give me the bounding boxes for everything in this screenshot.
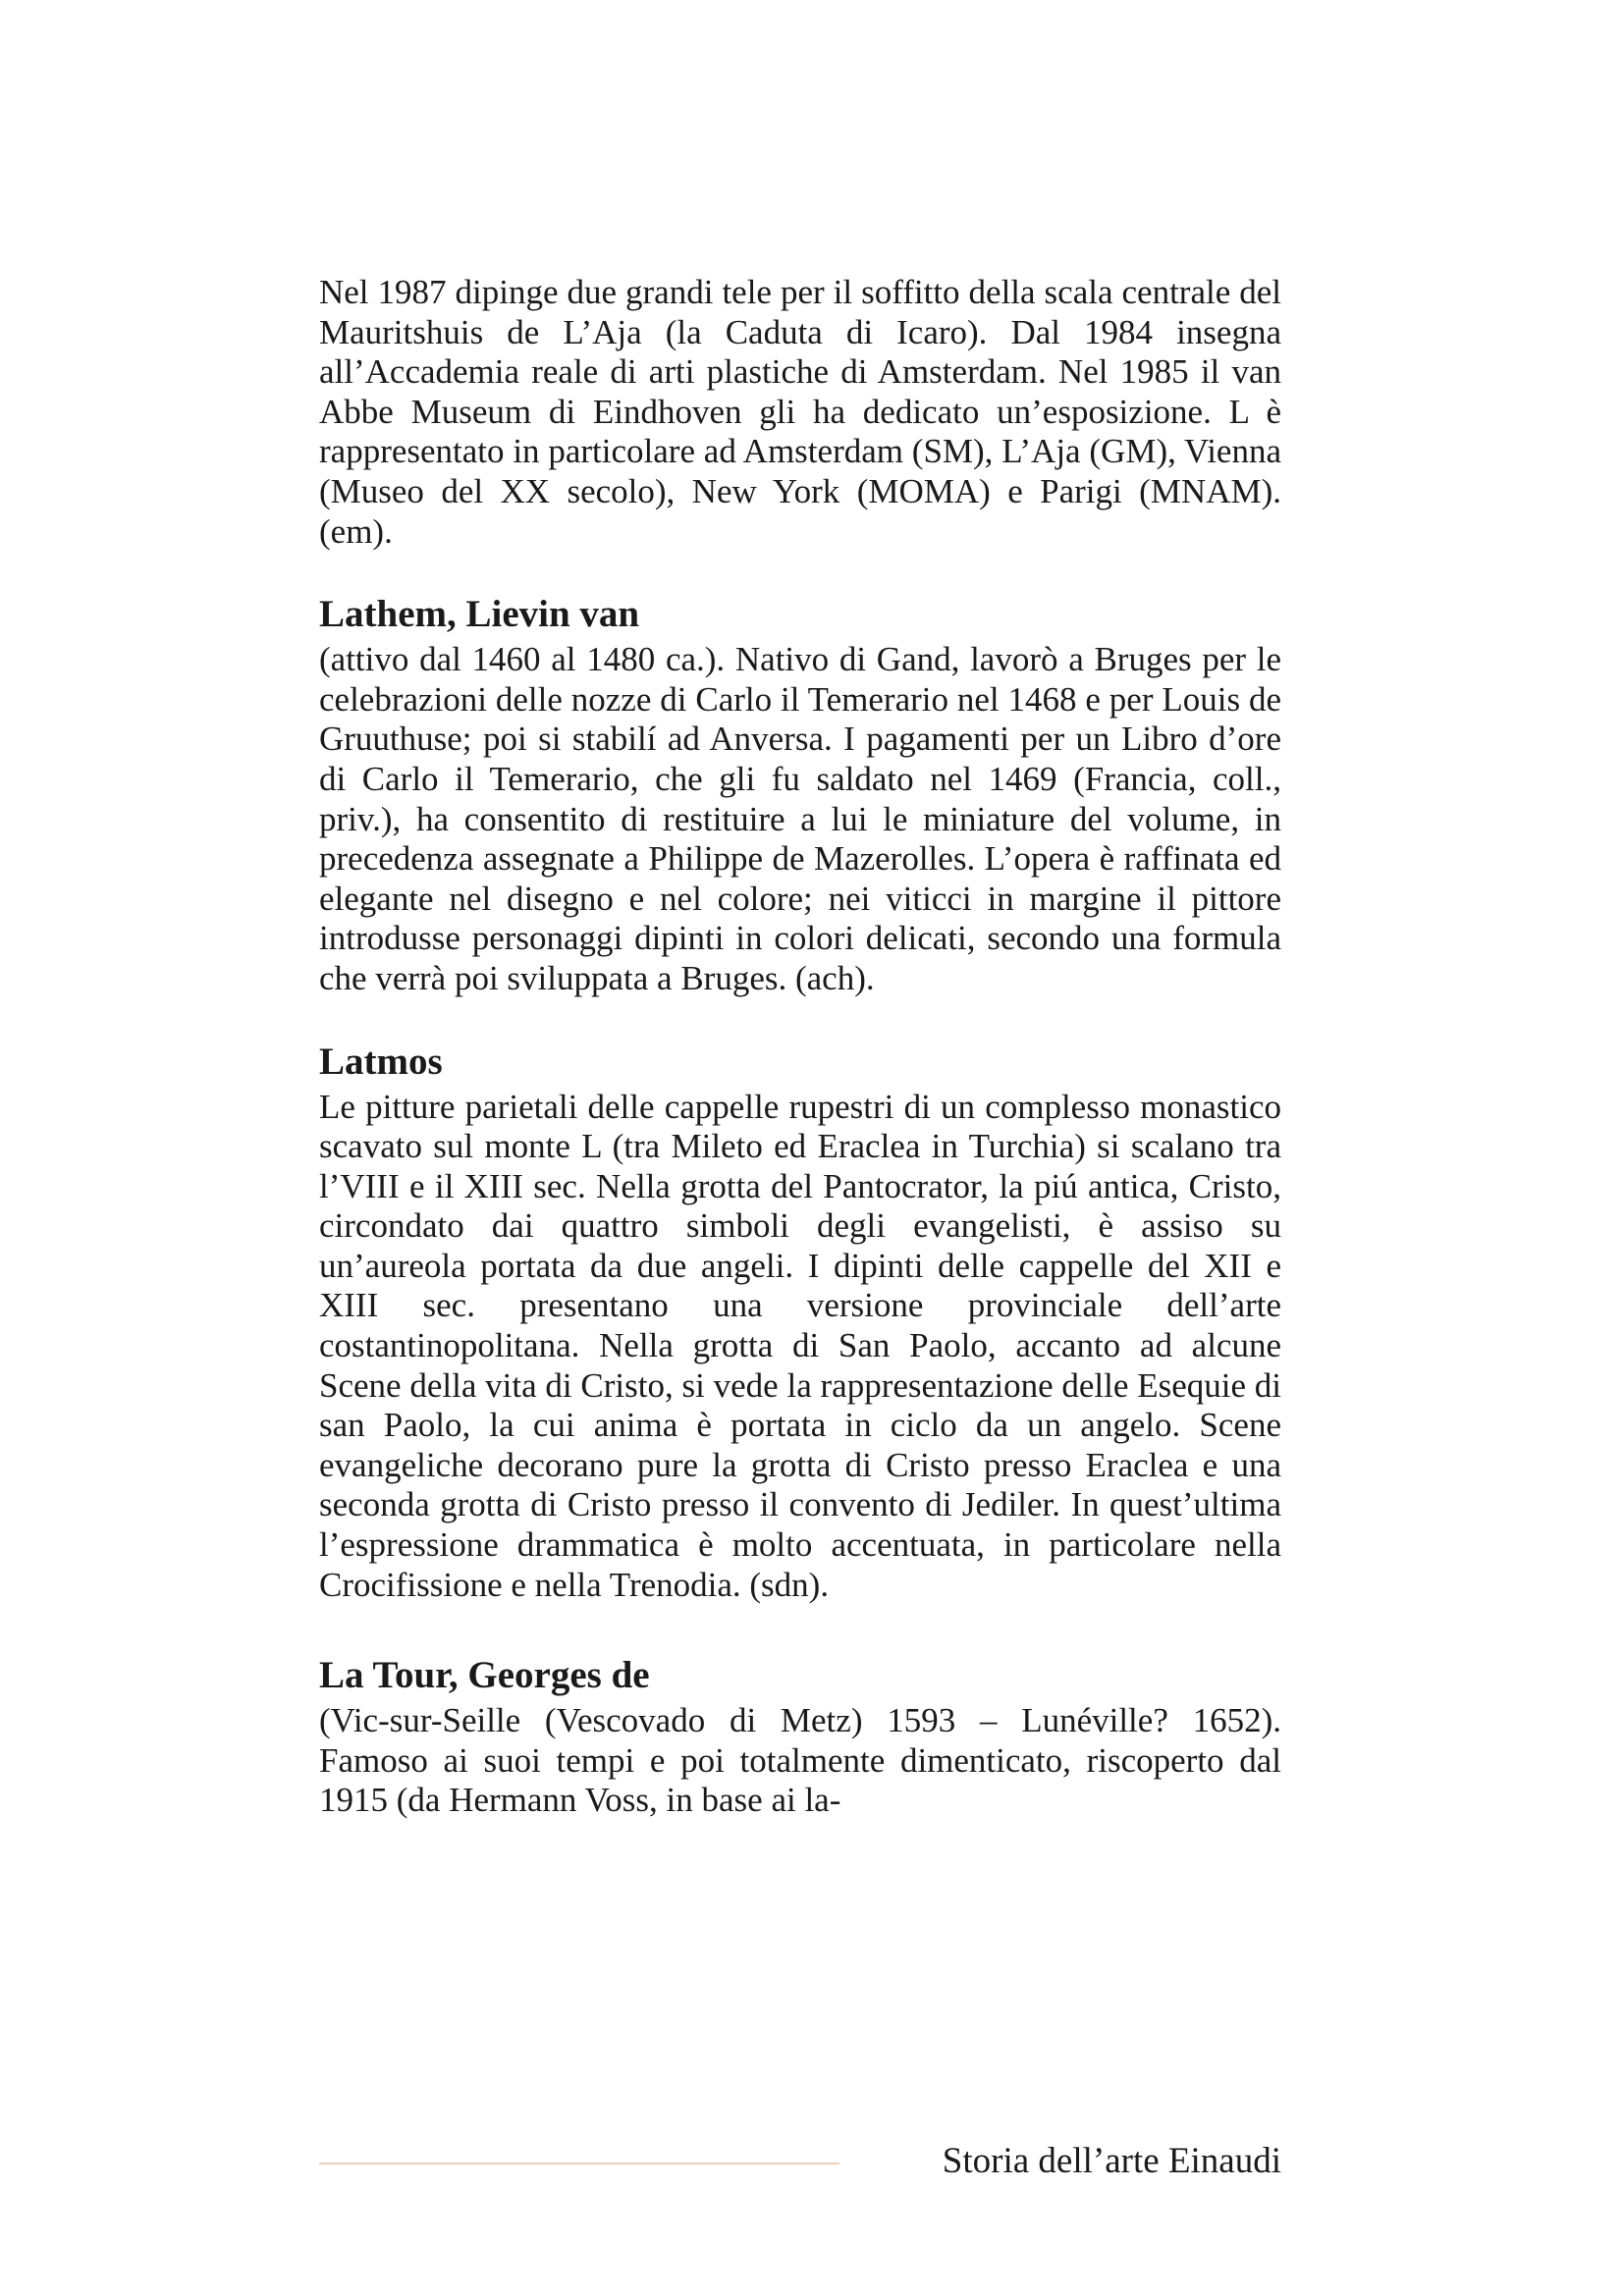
entry-title: Latmos — [319, 1040, 443, 1083]
entry-text: (Vic-sur-Seille (Vescovado di Metz) 1593 – Lunéville? 1652). Famoso ai suoi tempi e poi totalmente dimenticato, riscoperto dal 1915 (da Hermann Voss, in base ai la- — [319, 1701, 1281, 1820]
footer-publisher: Storia dell’arte Einaudi — [942, 2141, 1281, 2181]
entry-text: (attivo dal 1460 al 1480 ca.). Nativo di Gand, lavorò a Bruges per le celebrazioni delle nozze di Carlo il Temerario nel 1468 e per Louis de Gruuthuse; poi si stabilí ad Anversa. I pagamenti per un Libro d’ore di Carlo il Temerario, che gli fu saldato nel 1469 (Francia, coll., priv.), ha consentito di restituire a lui le miniature del volume, in precedenza assegnate a Philippe de Mazerolles. L’opera è raffinata ed elegante nel disegno e nel colore; nei viticci in margine il pittore introdusse personaggi dipinti in colori delicati, secondo una formula che verrà poi sviluppata a Bruges. (ach). — [319, 640, 1281, 997]
entry-title: La Tour, Georges de — [319, 1654, 650, 1697]
footer-rule — [319, 2163, 839, 2164]
entry-latmos — [319, 1041, 1281, 1606]
page-body — [319, 273, 1281, 1821]
entry-text: Le pitture parietali delle cappelle rupestri di un complesso monastico scavato sul monte L (tra Mileto ed Eraclea in Turchia) si scalano tra l’VIII e il XIII sec. Nella grotta del Pantocrator, la piú antica, Cristo, circondato dai quattro simboli degli evangelisti, è assiso su un’aureola portata da due angeli. I dipinti delle cappelle del XII e XIII sec. presentano una versione provinciale dell’arte costantinopolitana. Nella grotta di San Paolo, accanto ad alcune Scene della vita di Cristo, si vede la rappresentazione delle Esequie di san Paolo, la cui anima è portata in ciclo da un angelo. Scene evangeliche decorano pure la grotta di Cristo presso Eraclea e una seconda grotta di Cristo presso il convento di Jediler. In quest’ultima l’espressione drammatica è molto accentuata, in particolare nella Crocifissione e nella Trenodia. (sdn). — [319, 1087, 1281, 1604]
entry-title: Lathem, Lievin van — [319, 593, 640, 636]
entry-la-tour — [319, 1654, 1281, 1821]
page-footer — [319, 2137, 1281, 2186]
intro-paragraph: Nel 1987 dipinge due grandi tele per il soffitto della scala centrale del Mauritshuis de L’Aja (la Caduta di Icaro). Dal 1984 insegna all’Accademia reale di arti plastiche di Amsterdam. Nel 1985 il van Abbe Museum di Eindhoven gli ha dedicato un’esposizione. L è rappresentato in particolare ad Amsterdam (SM), L’Aja (GM), Vienna (Museo del XX secolo), New York (MOMA) e Parigi (MNAM). (em). — [319, 273, 1281, 551]
entry-lathem — [319, 593, 1281, 998]
